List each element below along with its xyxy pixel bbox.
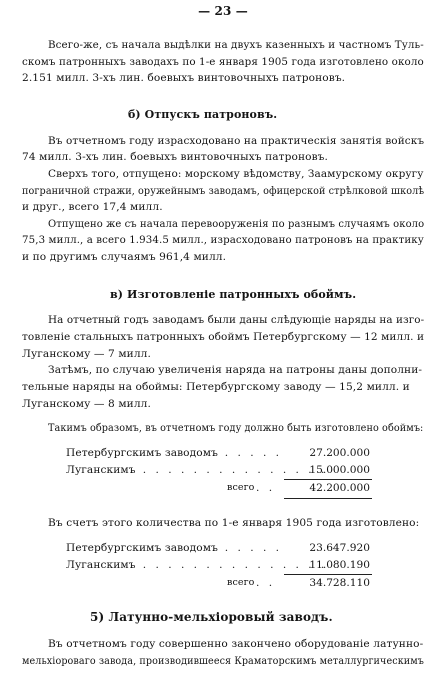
total-value: 42.200.000 [309, 482, 370, 494]
paragraph-line: Въ отчетномъ году израсходовано на практическія занятія войскъ [48, 135, 425, 147]
total-label: всего [227, 577, 255, 588]
total-label: всего [227, 482, 255, 493]
sum-rule [284, 498, 372, 499]
paragraph-line: Сверхъ того, отпущено: морскому вѣдомству, Заамурскому округу [48, 168, 424, 180]
leader-dots: . . . . . . . . . . . . . . . . [130, 464, 328, 476]
paragraph-line: тельные наряды на обоймы: Петербургскому заводу — 15,2 милл. и [22, 381, 410, 393]
leader-dots: . . . . . . [212, 542, 283, 554]
section-heading: б) Отпускъ патроновъ. [128, 108, 278, 121]
paragraph-line: Луганскому — 7 милл. [22, 348, 151, 360]
leader-dots: . . [256, 482, 276, 494]
paragraph-line: Такимъ образомъ, въ отчетномъ году должно быть изготовлено обоймъ: [48, 422, 424, 434]
section-heading: в) Изготовленіе патронныхъ обоймъ. [110, 288, 357, 301]
table-row-label: Петербургскимъ заводомъ [66, 542, 218, 554]
paragraph-line: Затѣмъ, по случаю увеличенія наряда на патроны даны дополни- [48, 364, 423, 376]
paragraph-line: Въ отчетномъ году совершенно закончено оборудованіе латунно- [48, 638, 424, 650]
paragraph-line: и по другимъ случаямъ 961,4 милл. [22, 251, 227, 263]
table-row-label: Луганскимъ [66, 464, 136, 476]
table-row-value: 11.080.190 [309, 559, 370, 571]
total-value: 34.728.110 [309, 577, 370, 589]
sum-rule [284, 479, 372, 480]
paragraph-line: 2.151 милл. 3-хъ лин. боевыхъ винтовочныхъ патроновъ. [22, 72, 346, 84]
leader-dots: . . [256, 577, 276, 589]
sum-rule [284, 574, 372, 575]
paragraph-line: Всего-же, съ начала выдѣлки на двухъ казенныхъ и частномъ Туль- [48, 39, 424, 51]
paragraph-line: Отпущено же съ начала перевооруженія по разнымъ случаямъ около [48, 218, 425, 230]
paragraph-line: 75,3 милл., а всего 1.934.5 милл., израсходовано патроновъ на практику [22, 234, 424, 246]
paragraph-line: Луганскому — 8 милл. [22, 398, 151, 410]
paragraph-line: мельхіороваго завода, производившееся Краматорскимъ металлургическимъ [22, 655, 424, 667]
paragraph-line: товленіе стальныхъ патронныхъ обоймъ Петербургскому — 12 милл. и [22, 331, 425, 343]
section-heading: 5) Латунно-мельхіоровый заводъ. [90, 610, 333, 624]
paragraph-line: На отчетный годъ заводамъ были даны слѣдующіе наряды на изго- [48, 314, 425, 326]
table-row-value: 27.200.000 [309, 447, 370, 459]
leader-dots: . . . . . . [212, 447, 283, 459]
paragraph-line: пограничной стражи, оружейнымъ заводамъ, офицерской стрѣлковой школѣ [22, 185, 425, 197]
table-row-value: 15.000.000 [309, 464, 370, 476]
leader-dots: . . . . . . . . . . . . . . . . [130, 559, 328, 571]
table-row-value: 23.647.920 [309, 542, 370, 554]
paragraph-line: и друг., всего 17,4 милл. [22, 201, 163, 213]
table-row-label: Луганскимъ [66, 559, 136, 571]
paragraph-line: скомъ патронныхъ заводахъ по 1-е января 1905 года изготовлено около [22, 56, 424, 68]
paragraph-line: 74 милл. 3-хъ лин. боевыхъ винтовочныхъ патроновъ. [22, 151, 328, 163]
page-number: — 23 — [198, 4, 248, 18]
paragraph-line: Въ счетъ этого количества по 1-е января 1905 года изготовлено: [48, 517, 420, 529]
table-row-label: Петербургскимъ заводомъ [66, 447, 218, 459]
